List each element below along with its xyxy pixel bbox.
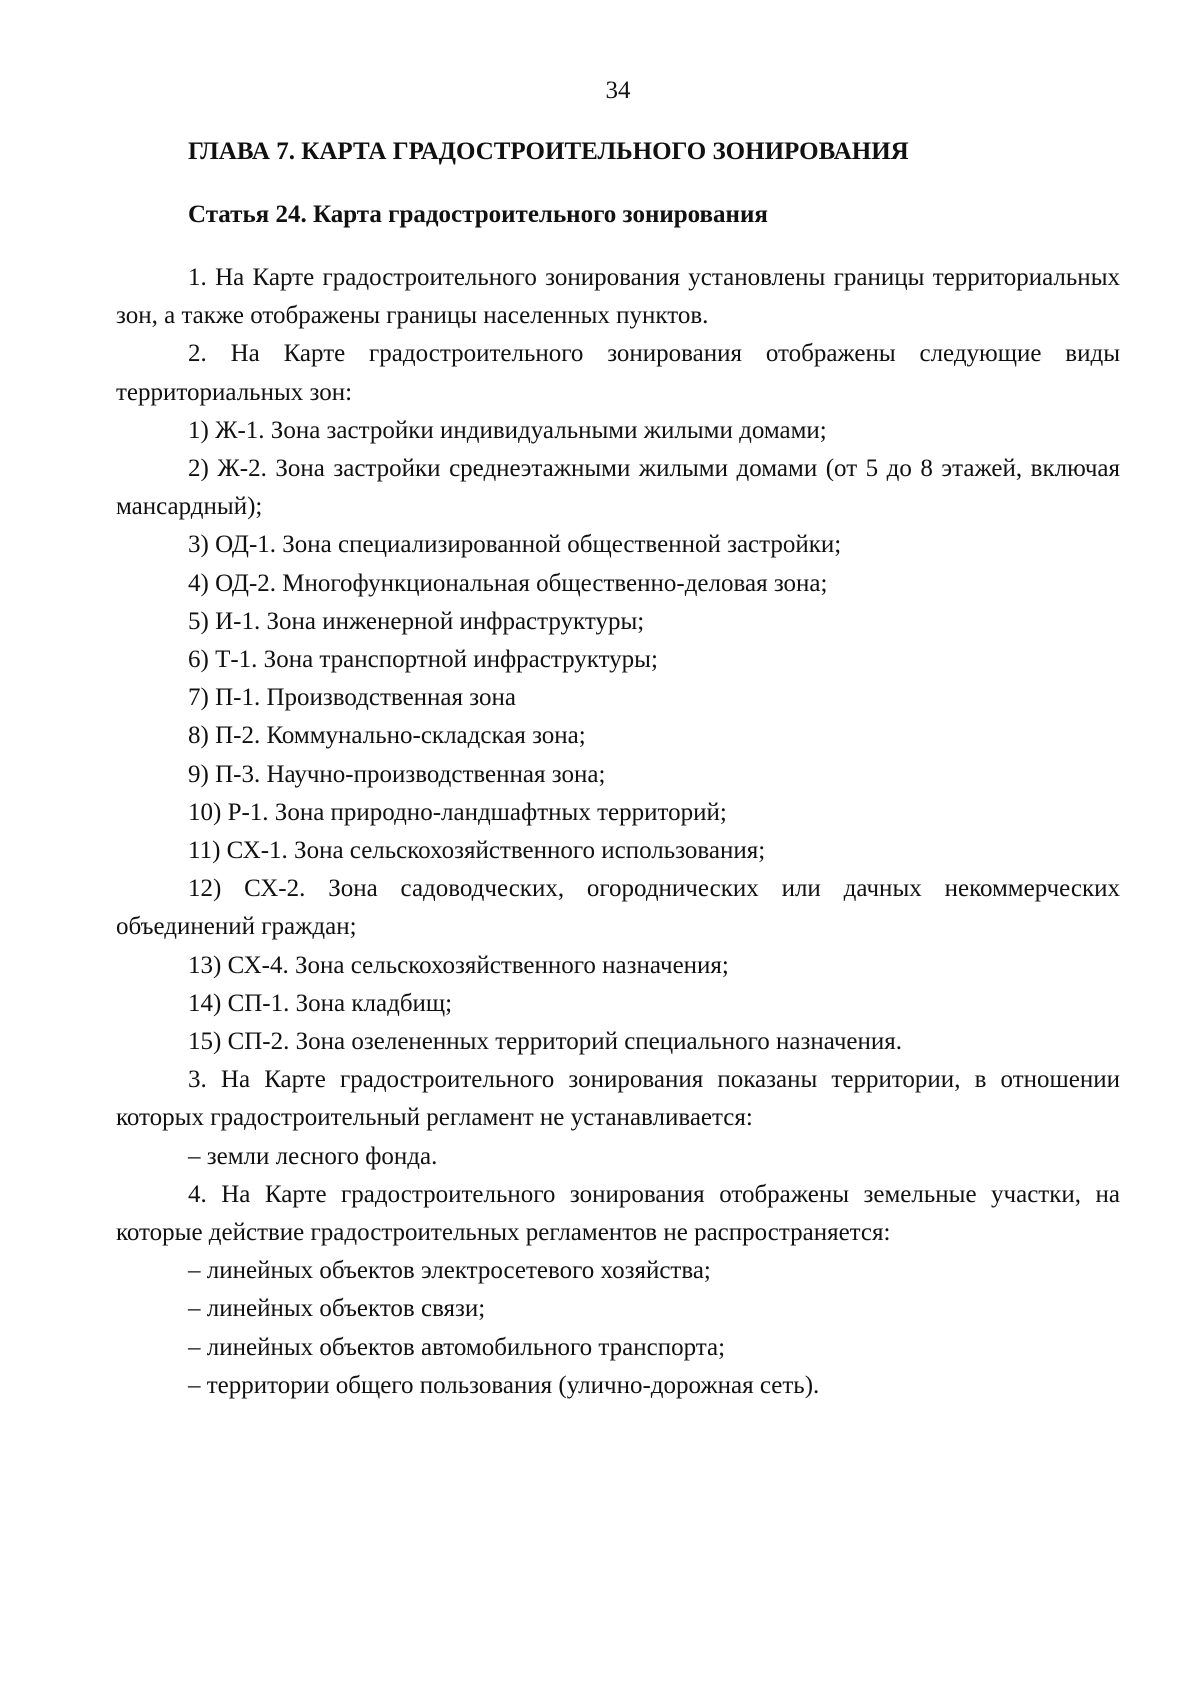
list-item: 7) П-1. Производственная зона	[188, 684, 516, 712]
list-item: 11) СХ-1. Зона сельскохозяйственного использования;	[188, 837, 766, 865]
document-body	[116, 259, 1120, 1405]
paragraph: 3. На Карте градостроительного зонирования показаны территории, в отношении которых градостроительный регламент не устанавливается:	[116, 1066, 1120, 1132]
list-item: 14) СП-1. Зона кладбищ;	[188, 989, 453, 1017]
list-item: 10) Р-1. Зона природно-ландшафтных территорий;	[188, 798, 727, 826]
list-item: – земли лесного фонда.	[188, 1142, 438, 1170]
list-item: 2) Ж-2. Зона застройки среднеэтажными жилыми домами (от 5 до 8 этажей, включая мансардный);	[116, 455, 1120, 521]
list-item: – линейных объектов электросетевого хозяйства;	[188, 1257, 711, 1285]
list-item: – территории общего пользования (улично-дорожная сеть).	[188, 1371, 820, 1399]
list-item: 12) СХ-2. Зона садоводческих, огороднических или дачных некоммерческих объединений граждан;	[116, 875, 1120, 941]
list-item: 13) СХ-4. Зона сельскохозяйственного назначения;	[188, 951, 729, 979]
article-title: Статья 24. Карта градостроительного зонирования	[188, 201, 768, 228]
list-item: – линейных объектов автомобильного транспорта;	[188, 1333, 726, 1361]
list-item: 8) П-2. Коммунально-складская зона;	[188, 722, 586, 750]
paragraph: 1. На Карте градостроительного зонирования установлены границы территориальных зон, а также отображены границы населенных пунктов.	[116, 264, 1120, 330]
list-item: 5) И-1. Зона инженерной инфраструктуры;	[188, 607, 645, 635]
list-item: 9) П-3. Научно-производственная зона;	[188, 760, 606, 788]
paragraph: 2. На Карте градостроительного зонирования отображены следующие виды территориальных зон:	[116, 340, 1120, 406]
list-item: 1) Ж-1. Зона застройки индивидуальными жилыми домами;	[188, 416, 827, 444]
list-item: – линейных объектов связи;	[188, 1295, 486, 1323]
chapter-title: ГЛАВА 7. КАРТА ГРАДОСТРОИТЕЛЬНОГО ЗОНИРОВАНИЯ	[188, 138, 909, 165]
paragraph: 4. На Карте градостроительного зонирования отображены земельные участки, на которые действие градостроительных регламентов не распространяется:	[116, 1180, 1120, 1247]
page-number: 34	[605, 77, 631, 104]
document-page	[116, 0, 1120, 1697]
list-item: 6) Т-1. Зона транспортной инфраструктуры;	[188, 646, 658, 674]
list-item: 4) ОД-2. Многофункциональная общественно-деловая зона;	[188, 569, 828, 597]
list-item: 3) ОД-1. Зона специализированной общественной застройки;	[188, 531, 842, 559]
list-item: 15) СП-2. Зона озелененных территорий специального назначения.	[188, 1028, 902, 1056]
